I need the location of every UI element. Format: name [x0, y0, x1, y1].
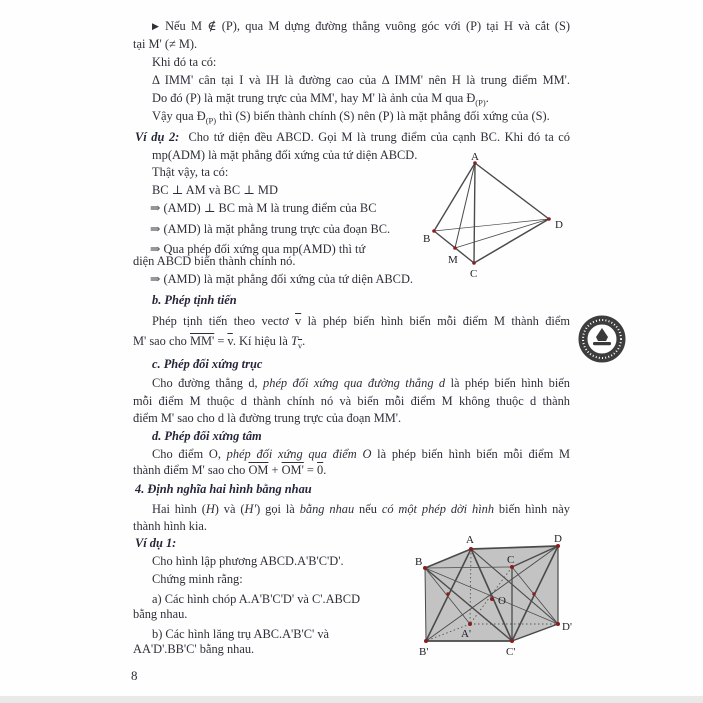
- text: thành điểm M' sao cho: [133, 463, 249, 477]
- vector-v: $\overline{v}$: [295, 314, 302, 328]
- text: Cho điểm O,: [152, 447, 227, 461]
- text-line: [152, 446, 570, 463]
- text-line: thành hình kia.: [133, 519, 207, 533]
- vertex-label-B: B: [423, 233, 431, 245]
- heading-doi-xung-truc: c. Phép đối xứng trục: [152, 357, 263, 371]
- text-line: [152, 501, 570, 518]
- text: .: [323, 463, 327, 477]
- formula-line: [133, 462, 326, 479]
- text: thì (S) biến thành chính (S) nên (P) là mặt phẳng đối xứng của (S).: [216, 109, 550, 123]
- text: là phép biến hình biến: [445, 376, 570, 390]
- text-line: diện ABCD biến thành chính nó.: [133, 254, 296, 268]
- heading-dinh-nghia: 4. Định nghĩa hai hình bằng nhau: [135, 482, 312, 496]
- vertex-label-D: D: [555, 219, 563, 231]
- text-line: ⇒ (AMD) là mặt phẳng trung trực của đoạn BC.: [150, 222, 391, 236]
- text-italic: có một phép dời hình: [381, 502, 495, 516]
- vertex-label-M: M: [448, 254, 458, 266]
- text-line: AA'D'.BB'C' bằng nhau.: [133, 642, 255, 656]
- cube-figure: [415, 530, 580, 662]
- text-line: tại M' (≠ M).: [133, 37, 198, 51]
- text: =: [303, 463, 317, 477]
- subscript: (P): [475, 97, 486, 108]
- text: Nếu M ∉ (P), qua M dựng đường thẳng vuông góc với (P) tại H và cắt (S): [165, 19, 571, 33]
- text-line: [152, 375, 570, 392]
- text-italic: phép đối xứng qua đường thẳng d: [263, 376, 446, 390]
- example-2-line: [135, 129, 570, 146]
- text-line: ⇒ (AMD) là mặt phẳng đối xứng của tứ diện ABCD.: [150, 272, 413, 286]
- text: là phép biến hình biến mỗi điểm M: [371, 447, 570, 461]
- symbol-H-prime: H': [244, 502, 257, 516]
- text: M' sao cho: [133, 334, 190, 348]
- formula-line: [133, 333, 305, 354]
- subscript-v: v: [297, 340, 303, 351]
- vector-mm: MM': [189, 334, 215, 348]
- vector-zero: 0: [317, 463, 324, 477]
- cube-label-O: O: [498, 595, 506, 607]
- cube-label-D-prime: D': [562, 621, 572, 633]
- text-line: Thật vậy, ta có:: [152, 165, 229, 179]
- text: Phép tịnh tiến theo vectơ: [152, 314, 296, 328]
- cube-label-C: C: [507, 554, 515, 566]
- text-line: [152, 108, 550, 129]
- text-line: [152, 18, 570, 36]
- vertex-label-C: C: [470, 268, 478, 280]
- text-italic: phép đối xứng qua điểm O: [226, 447, 372, 461]
- text-line: mp(ADM) là mặt phẳng đối xứng của tứ diện ABCD.: [152, 148, 418, 162]
- cube-label-C-prime: C': [506, 646, 516, 658]
- text-line: ⇒ Qua phép đối xứng qua mp(AMD) thì tứ: [150, 242, 366, 256]
- text-line: mỗi điểm M thuộc d thành chính nó và biến mỗi điểm M không thuộc d thành: [133, 394, 570, 408]
- vector-om: $\overline{OM}$: [248, 463, 269, 477]
- text: biến hình này: [494, 502, 570, 516]
- tetrahedron-figure: [405, 150, 570, 285]
- subscript: (P): [205, 115, 217, 126]
- text-line: điểm M' sao cho d là đường trung trực của đoạn MM'.: [133, 411, 402, 425]
- vector-om-prime: OM': [281, 463, 304, 477]
- vector-v: $\overline{v}$: [227, 334, 233, 348]
- text-line: bằng nhau.: [133, 607, 188, 621]
- text: .: [485, 91, 489, 105]
- text: . Kí hiệu là: [232, 334, 291, 348]
- heading-doi-xung-tam: d. Phép đối xứng tâm: [152, 429, 262, 443]
- text-line: Khi đó ta có:: [152, 55, 217, 69]
- vertex-label-A: A: [471, 151, 479, 163]
- text: =: [214, 334, 228, 348]
- text: Hai hình (: [152, 502, 206, 516]
- page-number: 8: [131, 668, 138, 683]
- text: +: [268, 463, 282, 477]
- text-line: ⇒ (AMD) ⊥ BC mà M là trung điểm của BC: [150, 201, 377, 215]
- example-2-label: Ví dụ 2:: [135, 130, 180, 144]
- cube-label-D: D: [554, 533, 562, 545]
- heading-phep-tinh-tien: b. Phép tịnh tiến: [152, 293, 237, 307]
- text: Cho đường thẳng d,: [152, 376, 264, 390]
- example-1-label: Ví dụ 1:: [135, 536, 177, 550]
- text-italic: bằng nhau: [299, 502, 355, 516]
- text: Vậy qua Đ: [152, 109, 206, 123]
- symbol-H: H: [205, 502, 215, 516]
- publisher-stamp: [578, 315, 626, 363]
- text-line: Chứng minh rằng:: [152, 572, 243, 586]
- text: Do đó (P) là mặt trung trực của MM', hay M' là ảnh của M qua Đ: [152, 91, 476, 105]
- text: Cho tứ diện đều ABCD. Gọi M là trung điểm của cạnh BC. Khi đó ta có: [188, 130, 570, 144]
- text-line: a) Các hình chóp A.A'B'C'D' và C'.ABCD: [152, 592, 361, 606]
- cube-label-A: A: [466, 534, 474, 546]
- page-edge-shadow: [0, 696, 703, 703]
- triangle-bullet-icon: ▶: [152, 21, 162, 31]
- text-line: Δ IMM' cân tại I và IH là đường cao của Δ IMM' nên H là trung điểm MM'.: [152, 73, 570, 87]
- text-line: Cho hình lập phương ABCD.A'B'C'D'.: [152, 554, 344, 568]
- cube-label-A-prime: A': [461, 628, 471, 640]
- cube-label-B-prime: B': [419, 646, 429, 658]
- text-line: [152, 313, 570, 330]
- symbol-T: T: [290, 334, 298, 348]
- text: nếu: [354, 502, 382, 516]
- text: ) gọi là: [256, 502, 300, 516]
- text-line: BC ⊥ AM và BC ⊥ MD: [152, 183, 278, 197]
- text: .: [302, 334, 306, 348]
- cube-label-B: B: [415, 556, 423, 568]
- text-line: b) Các hình lăng trụ ABC.A'B'C' và: [152, 627, 330, 641]
- text: ) và (: [214, 502, 245, 516]
- text: là phép biến hình biến mỗi điểm M thành điểm: [301, 314, 570, 328]
